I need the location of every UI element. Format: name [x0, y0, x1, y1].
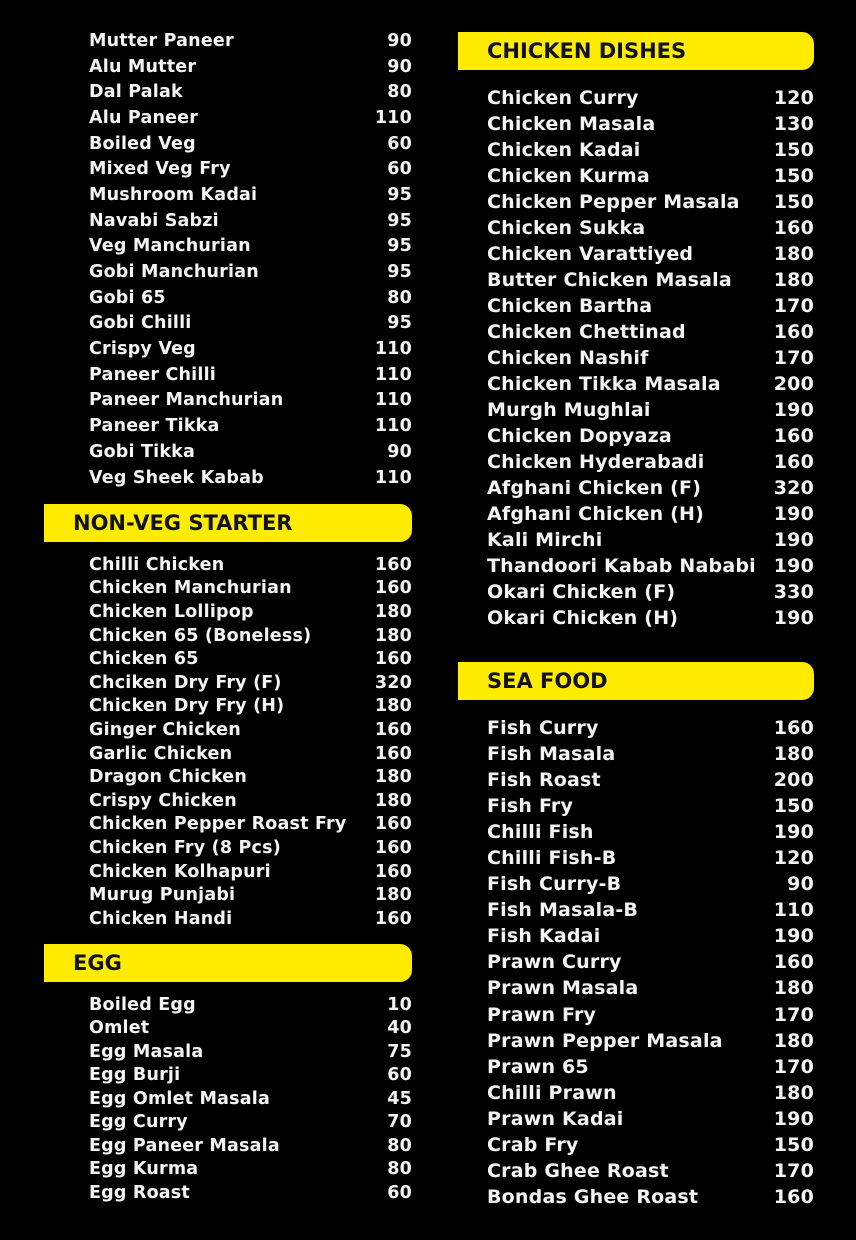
menu-item-name: Chicken Hyderabadi: [487, 451, 705, 473]
menu-item-name: Chicken Fry (8 Pcs): [89, 837, 281, 858]
menu-item-name: Prawn Fry: [487, 1003, 597, 1026]
menu-item-name: Ginger Chicken: [89, 719, 241, 740]
menu-item-price: 190: [773, 399, 814, 421]
menu-item: [44, 1181, 412, 1205]
menu-item-price: 170: [773, 295, 814, 317]
menu-item: [44, 742, 412, 766]
menu-item: [458, 1184, 814, 1210]
menu-item-price: 90: [387, 56, 412, 77]
menu-item: [44, 439, 412, 465]
menu-item-price: 150: [773, 1133, 814, 1156]
menu-item: [44, 813, 412, 837]
menu-item-price: 160: [773, 951, 814, 974]
menu-item: [458, 215, 814, 241]
menu-item: [44, 695, 412, 719]
menu-item-price: 180: [773, 243, 814, 265]
menu-item-name: Egg Omlet Masala: [89, 1088, 270, 1109]
menu-item-price: 110: [374, 364, 412, 385]
menu-item: [44, 156, 412, 182]
menu-item-price: 170: [773, 1055, 814, 1078]
menu-item-name: Egg Curry: [89, 1112, 188, 1133]
menu-item-price: 80: [387, 1159, 412, 1180]
menu-item-price: 190: [773, 607, 814, 629]
menu-item: [44, 860, 412, 884]
menu-item-price: 200: [773, 769, 814, 792]
menu-item-price: 80: [387, 287, 412, 308]
menu-item-price: 320: [374, 672, 412, 693]
menu-item-price: 160: [374, 578, 412, 599]
menu-item-name: Chicken Sukka: [487, 217, 646, 239]
menu-item-price: 110: [374, 390, 412, 411]
menu-item-name: Alu Paneer: [89, 107, 199, 128]
menu-item-name: Gobi Chilli: [89, 313, 192, 334]
menu-item-name: Chicken Kolhapuri: [89, 861, 271, 882]
menu-item: [44, 1064, 412, 1088]
menu-item: [458, 793, 814, 819]
menu-item-price: 10: [387, 994, 412, 1015]
menu-item-name: Chicken Dopyaza: [487, 425, 672, 447]
menu-item-name: Dal Palak: [89, 82, 183, 103]
menu-item-price: 180: [374, 601, 412, 622]
menu-item-price: 190: [773, 555, 814, 577]
menu-item: [44, 1158, 412, 1182]
menu-item-price: 190: [773, 529, 814, 551]
menu-item-name: Crispy Veg: [89, 339, 196, 360]
menu-item-name: Fish Fry: [487, 795, 574, 818]
menu-item: [44, 1134, 412, 1158]
menu-item: [44, 54, 412, 80]
menu-item-price: 160: [374, 719, 412, 740]
menu-item: [458, 293, 814, 319]
menu-item: [44, 131, 412, 157]
menu-item-name: Prawn Curry: [487, 951, 622, 974]
menu-item-price: 110: [374, 107, 412, 128]
menu-item-name: Gobi Tikka: [89, 441, 196, 462]
menu-item-name: Crispy Chicken: [89, 790, 237, 811]
menu-item-price: 180: [773, 1081, 814, 1104]
menu-item-name: Prawn Kadai: [487, 1107, 624, 1130]
menu-item-name: Okari Chicken (F): [487, 581, 676, 603]
nonveg-starter-list: [44, 553, 412, 931]
menu-item: [458, 897, 814, 923]
menu-item-name: Chicken Pepper Roast Fry: [89, 814, 347, 835]
menu-item-name: Chicken 65 (Boneless): [89, 625, 312, 646]
menu-item-name: Chicken Manchurian: [89, 578, 292, 599]
menu-item: [44, 285, 412, 311]
menu-item-name: Chicken Kurma: [487, 165, 650, 187]
menu-item: [458, 1002, 814, 1028]
menu-item-price: 60: [387, 1065, 412, 1086]
menu-item: [458, 527, 814, 553]
menu-item-price: 70: [387, 1112, 412, 1133]
menu-item-price: 160: [374, 554, 412, 575]
menu-item: [458, 163, 814, 189]
menu-item: [458, 85, 814, 111]
section-title: SEA FOOD: [487, 669, 608, 693]
menu-item: [44, 79, 412, 105]
menu-item: [458, 1080, 814, 1106]
menu-item-price: 95: [387, 210, 412, 231]
menu-item: [458, 111, 814, 137]
section-title: NON-VEG STARTER: [73, 511, 293, 535]
section-header-chicken-dishes: [458, 32, 814, 70]
menu-item: [458, 741, 814, 767]
menu-item-name: Mutter Paneer: [89, 30, 234, 51]
menu-item: [458, 949, 814, 975]
menu-item-price: 160: [374, 649, 412, 670]
menu-item-price: 190: [773, 1107, 814, 1130]
menu-item-price: 160: [773, 451, 814, 473]
menu-item-name: Butter Chicken Masala: [487, 269, 732, 291]
menu-item-price: 60: [387, 133, 412, 154]
menu-item-name: Chicken Lollipop: [89, 601, 254, 622]
section-title: EGG: [73, 951, 122, 975]
menu-item-name: Chicken Dry Fry (H): [89, 696, 285, 717]
menu-item: [458, 871, 814, 897]
menu-item: [44, 577, 412, 601]
menu-item: [458, 1158, 814, 1184]
menu-item-name: Paneer Chilli: [89, 364, 216, 385]
menu-item: [44, 789, 412, 813]
menu-item-price: 95: [387, 184, 412, 205]
menu-item-price: 150: [773, 139, 814, 161]
menu-item: [458, 605, 814, 631]
menu-item-price: 180: [374, 625, 412, 646]
menu-item-price: 110: [374, 339, 412, 360]
menu-item-price: 180: [374, 767, 412, 788]
menu-item: [458, 1054, 814, 1080]
menu-item: [44, 336, 412, 362]
menu-item-name: Kali Mirchi: [487, 529, 603, 551]
menu-item-name: Chicken Handi: [89, 908, 233, 929]
menu-item-name: Fish Curry-B: [487, 873, 622, 896]
menu-item-name: Chicken Nashif: [487, 347, 649, 369]
menu-item: [44, 600, 412, 624]
menu-item-name: Prawn 65: [487, 1055, 589, 1078]
menu-item-price: 170: [773, 347, 814, 369]
menu-item-price: 170: [773, 1159, 814, 1182]
menu-item-price: 160: [773, 717, 814, 740]
menu-item-name: Dragon Chicken: [89, 767, 248, 788]
menu-item-name: Murgh Mughlai: [487, 399, 651, 421]
menu-item-name: Boiled Egg: [89, 994, 196, 1015]
menu-item: [44, 765, 412, 789]
menu-item: [44, 883, 412, 907]
menu-item-price: 120: [773, 87, 814, 109]
menu-item-name: Egg Kurma: [89, 1159, 199, 1180]
menu-item-name: Chilli Fish: [487, 821, 594, 844]
menu-item-price: 160: [773, 217, 814, 239]
menu-item-name: Okari Chicken (H): [487, 607, 679, 629]
menu-item-price: 180: [773, 269, 814, 291]
menu-item-name: Crab Fry: [487, 1133, 579, 1156]
menu-item-name: Egg Burji: [89, 1065, 181, 1086]
menu-item-name: Chilli Prawn: [487, 1081, 617, 1104]
menu-item-price: 90: [787, 873, 814, 896]
menu-item-name: Egg Roast: [89, 1182, 190, 1203]
section-header-sea-food: [458, 662, 814, 700]
menu-item: [458, 397, 814, 423]
menu-item: [44, 671, 412, 695]
menu-item-name: Navabi Sabzi: [89, 210, 219, 231]
menu-item: [44, 413, 412, 439]
menu-item-name: Chicken 65: [89, 649, 199, 670]
menu-item-price: 90: [387, 30, 412, 51]
menu-item-price: 160: [374, 837, 412, 858]
menu-item: [458, 371, 814, 397]
menu-item-price: 190: [773, 821, 814, 844]
menu-item: [44, 182, 412, 208]
menu-item-price: 40: [387, 1018, 412, 1039]
menu-item: [44, 624, 412, 648]
menu-item-price: 160: [374, 861, 412, 882]
menu-item-price: 150: [773, 165, 814, 187]
menu-item-price: 90: [387, 441, 412, 462]
menu-item-name: Chicken Pepper Masala: [487, 191, 740, 213]
menu-item: [458, 923, 814, 949]
egg-list: [44, 993, 412, 1205]
menu-item: [458, 1132, 814, 1158]
menu-item-price: 110: [374, 467, 412, 488]
menu-item: [44, 311, 412, 337]
menu-item-name: Afghani Chicken (F): [487, 477, 702, 499]
menu-item-price: 75: [387, 1041, 412, 1062]
menu-item: [458, 189, 814, 215]
menu-item: [458, 423, 814, 449]
menu-item-name: Chicken Bartha: [487, 295, 653, 317]
menu-item-price: 160: [374, 743, 412, 764]
menu-item-price: 110: [773, 899, 814, 922]
menu-item-price: 330: [773, 581, 814, 603]
menu-item-name: Fish Masala-B: [487, 899, 639, 922]
menu-item-price: 150: [773, 191, 814, 213]
menu-item-price: 180: [773, 1029, 814, 1052]
menu-item-name: Fish Kadai: [487, 925, 601, 948]
menu-item-name: Fish Roast: [487, 769, 601, 792]
menu-item-price: 190: [773, 503, 814, 525]
menu-item-name: Prawn Masala: [487, 977, 639, 1000]
menu-item: [44, 28, 412, 54]
menu-item-name: Bondas Ghee Roast: [487, 1185, 699, 1208]
menu-item-name: Egg Masala: [89, 1041, 204, 1062]
menu-item: [44, 362, 412, 388]
menu-item-name: Omlet: [89, 1018, 150, 1039]
menu-item-name: Boiled Veg: [89, 133, 196, 154]
menu-item-name: Gobi Manchurian: [89, 262, 259, 283]
menu-item: [458, 715, 814, 741]
menu-item-name: Veg Manchurian: [89, 236, 251, 257]
menu-item-name: Mushroom Kadai: [89, 184, 258, 205]
menu-item-price: 180: [773, 743, 814, 766]
menu-item: [458, 501, 814, 527]
menu-item-name: Thandoori Kabab Nababi: [487, 555, 756, 577]
menu-item-price: 180: [374, 696, 412, 717]
menu-item: [44, 388, 412, 414]
menu-item: [458, 241, 814, 267]
chicken-dishes-list: [458, 85, 814, 631]
menu-item: [44, 208, 412, 234]
menu-item: [44, 234, 412, 260]
menu-item-name: Chicken Kadai: [487, 139, 641, 161]
menu-item-name: Chicken Varattiyed: [487, 243, 694, 265]
menu-item-price: 130: [773, 113, 814, 135]
menu-item: [458, 449, 814, 475]
menu-item: [458, 579, 814, 605]
menu-item-price: 45: [387, 1088, 412, 1109]
menu-item: [458, 319, 814, 345]
menu-item-price: 200: [773, 373, 814, 395]
menu-item: [44, 907, 412, 931]
menu-item-price: 120: [773, 847, 814, 870]
menu-item-name: Chilli Fish-B: [487, 847, 617, 870]
menu-item: [458, 553, 814, 579]
menu-item-price: 160: [773, 425, 814, 447]
menu-item-name: Chicken Chettinad: [487, 321, 686, 343]
section-header-nonveg-starter: [44, 504, 412, 542]
menu-item-name: Chicken Curry: [487, 87, 639, 109]
menu-item-price: 80: [387, 1135, 412, 1156]
menu-item: [44, 1087, 412, 1111]
menu-item-name: Crab Ghee Roast: [487, 1159, 669, 1182]
menu-item-price: 95: [387, 313, 412, 334]
menu-item-price: 80: [387, 82, 412, 103]
menu-item-name: Chciken Dry Fry (F): [89, 672, 282, 693]
menu-item-price: 60: [387, 1182, 412, 1203]
menu-item-name: Paneer Manchurian: [89, 390, 284, 411]
menu-item-price: 110: [374, 416, 412, 437]
menu-item-price: 160: [374, 908, 412, 929]
veg-list: [44, 28, 412, 490]
menu-item: [458, 137, 814, 163]
menu-item-name: Chicken Tikka Masala: [487, 373, 721, 395]
menu-item: [458, 975, 814, 1001]
sea-food-list: [458, 715, 814, 1210]
menu-item-name: Fish Masala: [487, 743, 616, 766]
menu-item: [458, 819, 814, 845]
menu-item-price: 150: [773, 795, 814, 818]
menu-item-price: 95: [387, 236, 412, 257]
menu-item-price: 160: [374, 814, 412, 835]
menu-item: [44, 105, 412, 131]
menu-item-price: 320: [773, 477, 814, 499]
menu-item-name: Prawn Pepper Masala: [487, 1029, 723, 1052]
menu-item-price: 170: [773, 1003, 814, 1026]
menu-item-price: 160: [773, 1185, 814, 1208]
menu-item-name: Garlic Chicken: [89, 743, 233, 764]
menu-item: [458, 475, 814, 501]
menu-item-name: Afghani Chicken (H): [487, 503, 705, 525]
menu-item-name: Chilli Chicken: [89, 554, 225, 575]
menu-item: [44, 465, 412, 491]
menu-item: [458, 767, 814, 793]
section-header-egg: [44, 944, 412, 982]
menu-item: [44, 259, 412, 285]
menu-item: [44, 647, 412, 671]
menu-item: [44, 1111, 412, 1135]
menu-item-price: 95: [387, 262, 412, 283]
menu-item-name: Egg Paneer Masala: [89, 1135, 280, 1156]
menu-item-name: Murug Punjabi: [89, 885, 236, 906]
menu-item: [44, 553, 412, 577]
menu-item: [458, 1028, 814, 1054]
menu-item-name: Chicken Masala: [487, 113, 656, 135]
menu-item-name: Fish Curry: [487, 717, 599, 740]
menu-item-name: Gobi 65: [89, 287, 166, 308]
menu-item-price: 180: [374, 790, 412, 811]
menu-item: [458, 845, 814, 871]
menu-item: [44, 836, 412, 860]
menu-item-name: Alu Mutter: [89, 56, 197, 77]
menu-item-price: 160: [773, 321, 814, 343]
menu-item: [458, 1106, 814, 1132]
menu-item-price: 190: [773, 925, 814, 948]
menu-item: [44, 1040, 412, 1064]
menu-item: [458, 267, 814, 293]
menu-item-name: Veg Sheek Kabab: [89, 467, 264, 488]
menu-item-price: 180: [374, 885, 412, 906]
menu-item-name: Mixed Veg Fry: [89, 159, 231, 180]
menu-item: [458, 345, 814, 371]
menu-item-name: Paneer Tikka: [89, 416, 220, 437]
section-title: CHICKEN DISHES: [487, 39, 687, 63]
menu-item-price: 60: [387, 159, 412, 180]
menu-item: [44, 718, 412, 742]
menu-item: [44, 1017, 412, 1041]
menu-item-price: 180: [773, 977, 814, 1000]
menu-item: [44, 993, 412, 1017]
